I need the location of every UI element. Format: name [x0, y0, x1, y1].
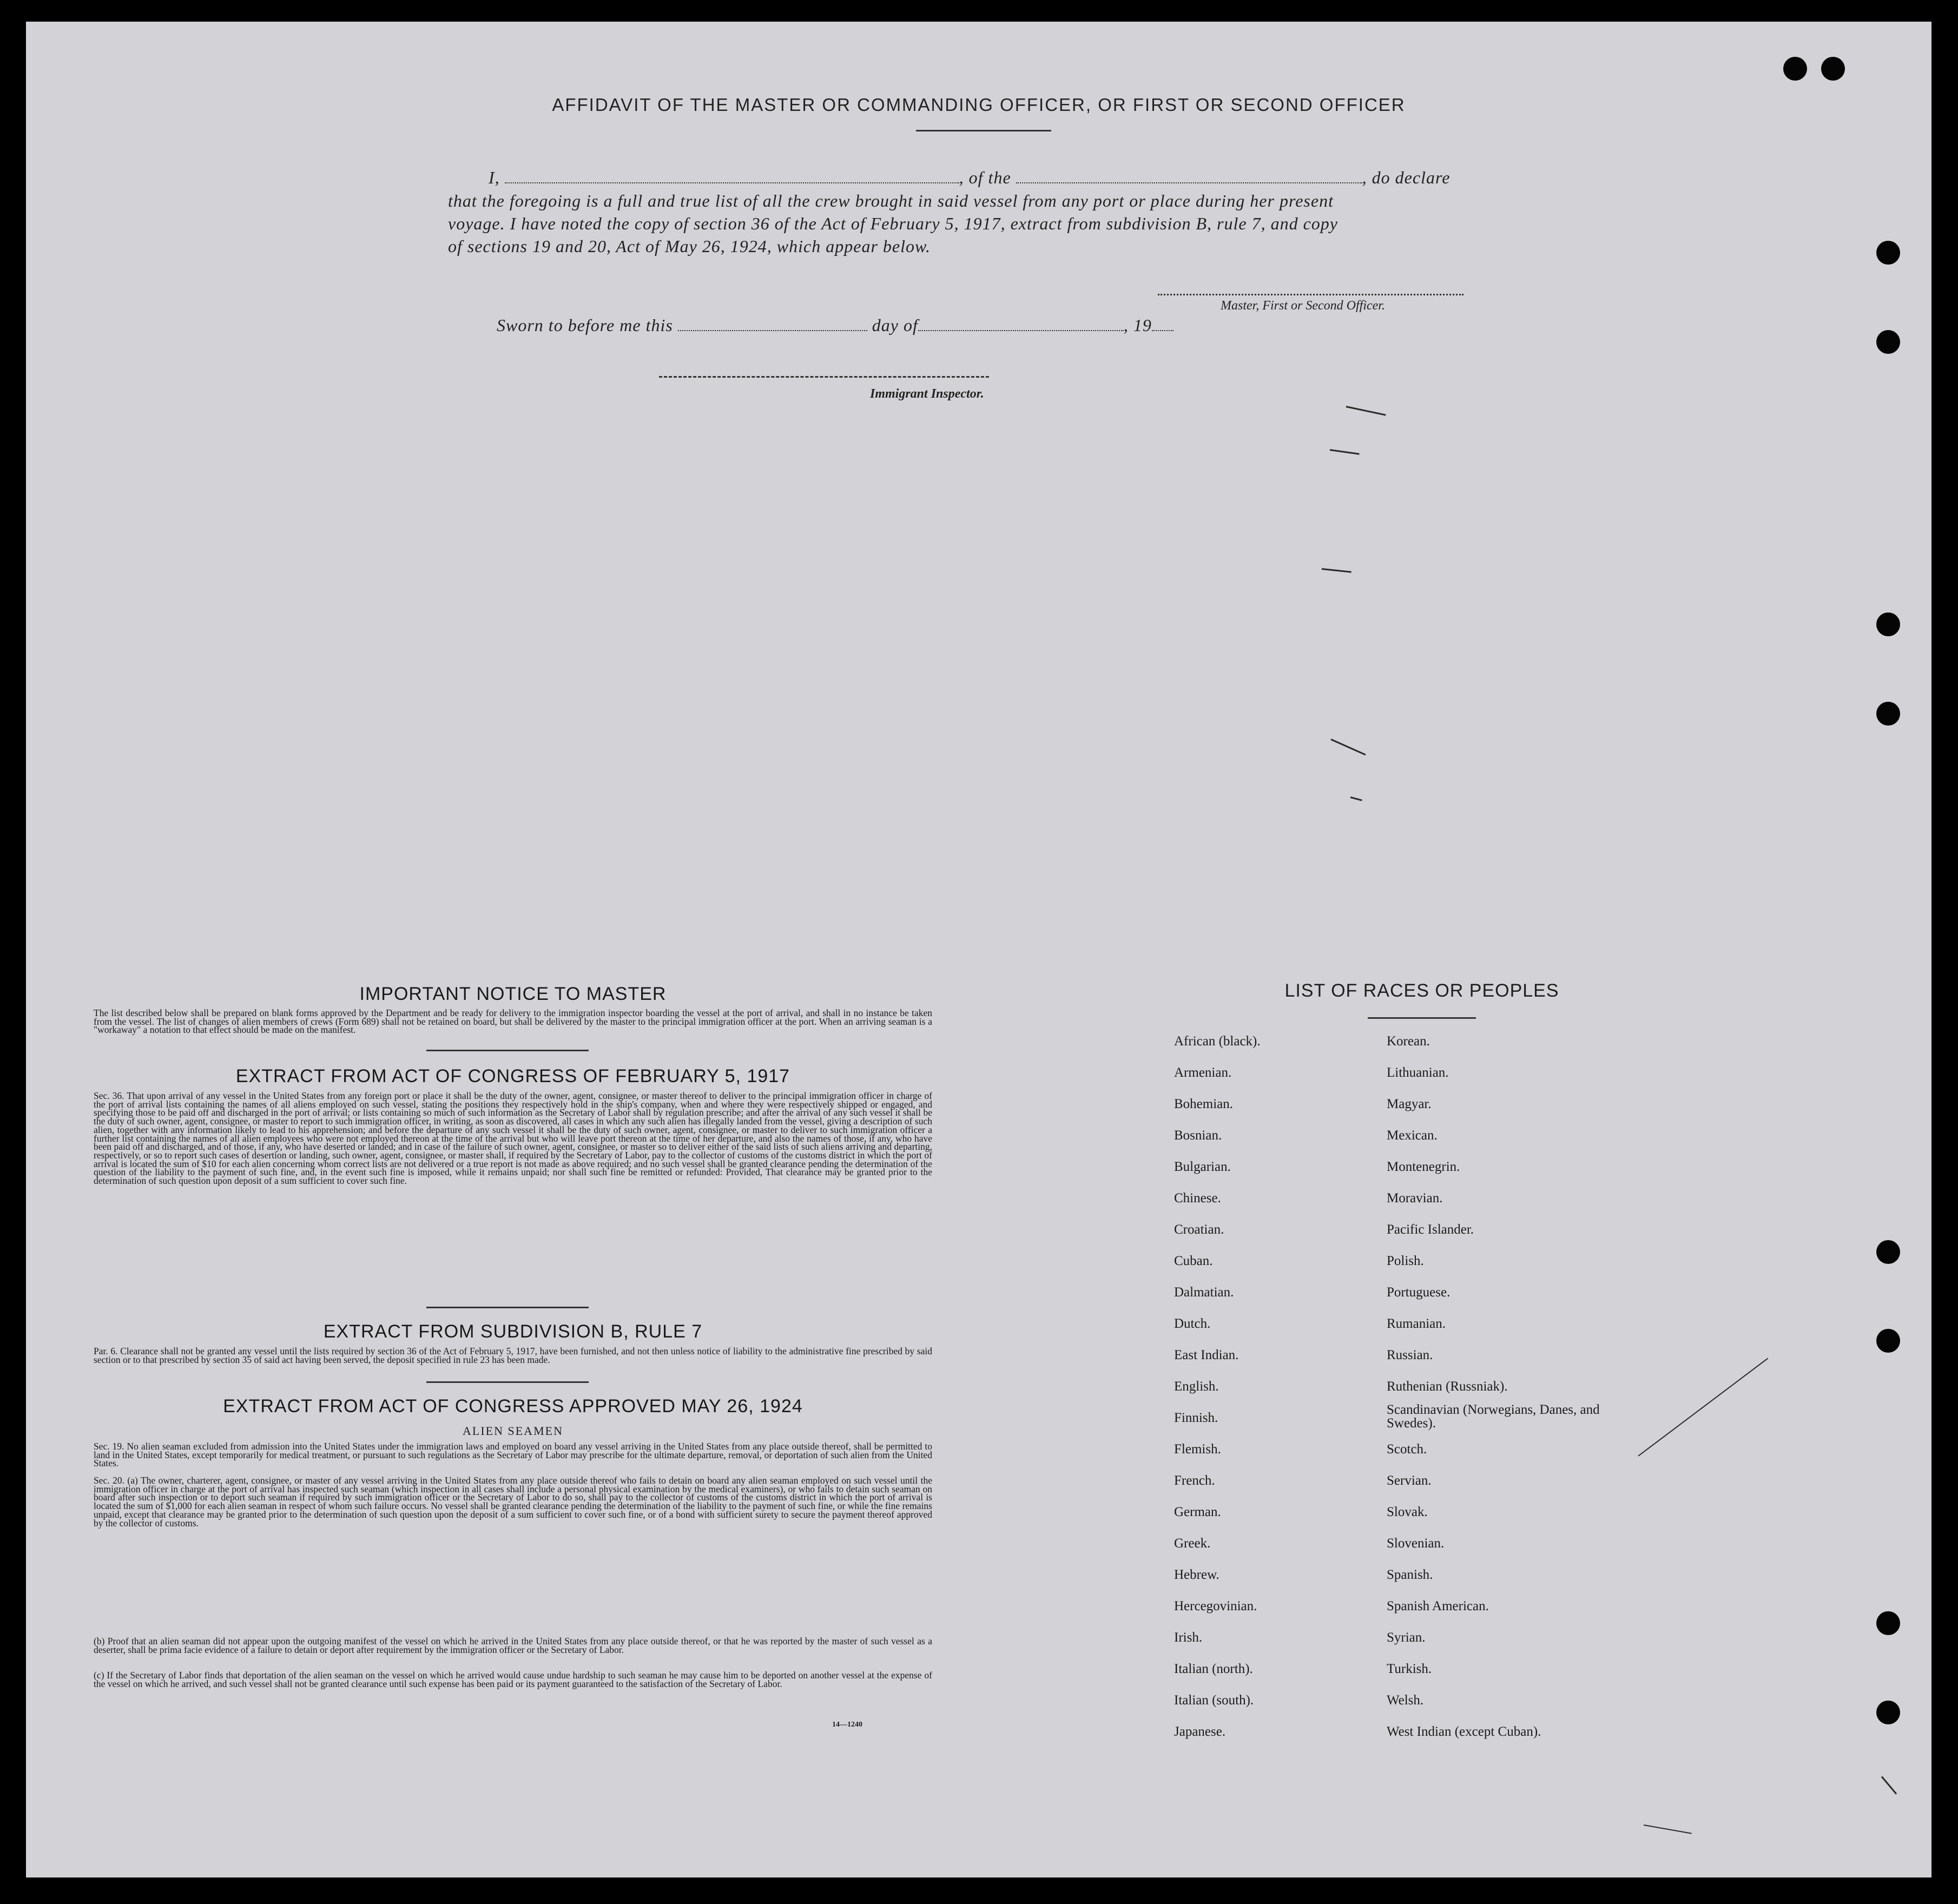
- vessel-blank[interactable]: [1016, 182, 1362, 183]
- race-item: Scotch.: [1387, 1442, 1427, 1457]
- pencil-mark: [1330, 739, 1366, 755]
- section-rule: [426, 1381, 589, 1383]
- year-text: , 19: [1123, 315, 1152, 335]
- pencil-mark: [1322, 568, 1352, 573]
- race-item: Mexican.: [1387, 1128, 1438, 1143]
- race-item: Hercegovinian.: [1174, 1599, 1257, 1613]
- master-signature-caption: Master, First or Second Officer.: [1221, 299, 1385, 313]
- sworn-month-blank[interactable]: [918, 330, 1124, 331]
- race-item: Turkish.: [1387, 1662, 1432, 1676]
- pencil-mark: [1350, 796, 1362, 801]
- form-number: 14—1240: [832, 1721, 862, 1729]
- punch-hole: [1876, 1701, 1900, 1724]
- race-item: Russian.: [1387, 1348, 1433, 1362]
- race-item: Spanish American.: [1387, 1599, 1489, 1613]
- document-page: [26, 22, 1931, 1877]
- race-item: Bulgarian.: [1174, 1159, 1231, 1174]
- race-item: Hebrew.: [1174, 1567, 1219, 1582]
- race-item: Chinese.: [1174, 1191, 1221, 1205]
- race-item: French.: [1174, 1473, 1215, 1488]
- race-item: Syrian.: [1387, 1630, 1426, 1645]
- punch-hole: [1821, 57, 1845, 81]
- pencil-mark: [1346, 406, 1386, 416]
- extract-1917-title: EXTRACT FROM ACT OF CONGRESS OF FEBRUARY 5, 1917: [235, 1066, 790, 1086]
- race-item: Greek.: [1174, 1536, 1211, 1551]
- races-rule: [1368, 1017, 1476, 1019]
- race-item: West Indian (except Cuban).: [1387, 1724, 1541, 1739]
- race-item: East Indian.: [1174, 1348, 1239, 1362]
- race-item: Croatian.: [1174, 1222, 1224, 1237]
- punch-hole: [1876, 612, 1900, 636]
- race-item: Pacific Islander.: [1387, 1222, 1474, 1237]
- punch-hole: [1783, 57, 1807, 81]
- race-item: Spanish.: [1387, 1567, 1433, 1582]
- race-item: Portuguese.: [1387, 1285, 1451, 1300]
- name-blank[interactable]: [505, 182, 959, 183]
- race-item: Polish.: [1387, 1254, 1424, 1268]
- race-item: Irish.: [1174, 1630, 1203, 1645]
- race-item: Flemish.: [1174, 1442, 1221, 1457]
- affidavit-line-4: of sections 19 and 20, Act of May 26, 1924, which appear below.: [448, 236, 931, 256]
- title-rule: [916, 130, 1051, 131]
- race-item: Welsh.: [1387, 1693, 1424, 1708]
- race-item: Dalmatian.: [1174, 1285, 1234, 1300]
- sec20c-text: (c) If the Secretary of Labor finds that deportation of the alien seaman on the vessel on which he arrived would cause undue hardship to such seaman he may cause him to be deported on another vessel at the expense of the vessel on which he arrived, and such vessel shall not be granted clearance until such expense has been paid or its payment guaranteed to the satisfaction of the Secretary of Labor.: [94, 1670, 932, 1689]
- sec19-text: Sec. 19. No alien seaman excluded from admission into the United States under the immigration laws and employed on board any vessel arriving in the United States from any place outside thereof, shall be permitted to land in the United States, except temporarily for medical treatment, or pursuant to such regulations as the Secretary of Labor may prescribe for the ultimate departure, removal, or deportation of such alien from the United States.: [94, 1441, 932, 1469]
- alien-seamen-subtitle: ALIEN SEAMEN: [463, 1424, 563, 1438]
- race-item: Scandinavian (Norwegians, Danes, and Swedes).: [1387, 1402, 1600, 1431]
- sworn-text: Sworn to before me this: [497, 315, 673, 335]
- race-item: Korean.: [1387, 1034, 1430, 1049]
- inspector-signature-line[interactable]: [659, 376, 989, 378]
- extract-1917-text: Sec. 36. That upon arrival of any vessel in the United States from any foreign port or place it shall be the duty of the owner, agent, consignee, or master thereof to deliver to the principal immigration officer in charge of the port of arrival lists containing the names of all aliens employed on such vessel, stating the positions they respectively hold in the ship's company, when and where they were respectively shipped or engaged, and specifying those to be paid off and discharged in the port of arrival; or lists containing so much of such information as the Secretary of Labor shall by regulation prescribe; and after the arrival of any such vessel it shall be the duty of such owner, agent, consignee, or master to report to such immigration officer, in writing, as soon as discovered, all cases in which any such alien has illegally landed from the vessel, giving a description of such alien, together with any information likely to lead to his apprehension; and before the departure of any such vessel it shall be the duty of such owner, agent, consignee, or master to deliver to such immigration officer a further list containing the names of all alien employees who were not employed thereon at the time of the arrival but who will leave port thereon at the time of her departure, and also the names of those, if any, who have been paid off and discharged, and of those, if any, who have deserted or landed; and in case of the failure of such owner, agent, consignee, or master so to deliver either of the said lists of such aliens arriving and departing, respectively, or so to report such cases of desertion or landing, such owner, agent, consignee, or master shall, if required by the Secretary of Labor, pay to the collector of customs of the customs district in which the port of arrival is located the sum of $10 for each alien concerning whom correct lists are not delivered or a true report is not made as above required; and no such vessel shall be granted clearance pending the determination of the question of the liability to the payment of such fine, and, in the event such fine is imposed, while it remains unpaid; nor shall such fine be remitted or refunded: Provided, That clearance may be granted prior to the determination of such question upon deposit of a sum sufficient to cover such fine.: [94, 1090, 932, 1187]
- sworn-line: [497, 315, 1308, 335]
- affidavit-title: AFFIDAVIT OF THE MASTER OR COMMANDING OFFICER, OR FIRST OR SECOND OFFICER: [552, 95, 1406, 115]
- race-item: Servian.: [1387, 1473, 1432, 1488]
- punch-hole: [1876, 702, 1900, 726]
- race-item: Bosnian.: [1174, 1128, 1222, 1143]
- punch-hole: [1876, 1329, 1900, 1353]
- race-item: English.: [1174, 1379, 1219, 1394]
- race-item: Bohemian.: [1174, 1097, 1234, 1111]
- punch-hole: [1876, 241, 1900, 265]
- affidavit-of-the: , of the: [959, 168, 1011, 187]
- affidavit-line-3: voyage. I have noted the copy of section 36 of the Act of February 5, 1917, extract from subdivision B, rule 7, and copy: [448, 214, 1338, 233]
- pencil-mark: [1644, 1824, 1692, 1834]
- day-of-text: day of: [872, 315, 918, 335]
- race-item: Armenian.: [1174, 1065, 1232, 1080]
- section-rule: [426, 1050, 589, 1051]
- affidavit-line-1: [448, 168, 1508, 188]
- pencil-mark: [1330, 449, 1360, 455]
- punch-hole: [1876, 330, 1900, 354]
- race-item: Dutch.: [1174, 1316, 1211, 1331]
- race-item: Moravian.: [1387, 1191, 1443, 1205]
- race-item: Montenegrin.: [1387, 1159, 1460, 1174]
- race-item: Lithuanian.: [1387, 1065, 1449, 1080]
- inspector-caption: Immigrant Inspector.: [870, 387, 984, 401]
- pencil-mark: [1881, 1776, 1897, 1795]
- pencil-mark: [1638, 1358, 1768, 1457]
- affidavit-i: I,: [489, 168, 500, 187]
- sworn-year-blank[interactable]: [1152, 330, 1174, 331]
- race-item: German.: [1174, 1505, 1221, 1519]
- sec20a-text: Sec. 20. (a) The owner, charterer, agent, consignee, or master of any vessel arriving in the United States from any place outside thereof who fails to detain on board any alien seaman employed on such vessel until the immigration officer in charge at the port of arrival has inspected such seaman (which inspection in all cases shall include a personal physical examination by the medical examiners), or who fails to detain such seaman on board after such inspection or to deport such seaman if required by such immigration officer or the Secretary of Labor to do so, shall pay to the collector of customs of the customs district in which the port of arrival is located the sum of $1,000 for each alien seaman in respect of whom such failure occurs. No vessel shall be granted clearance pending the determination of the liability to the payment of such fine, or while the fine remains unpaid, except that clearance may be granted prior to the determination of such question upon the deposit of a sum sufficient to cover such fine, or of a bond with sufficient surety to secure the payment thereof approved by the collector of customs.: [94, 1475, 932, 1529]
- race-item: Slovak.: [1387, 1505, 1428, 1519]
- sec20b-text: (b) Proof that an alien seaman did not appear upon the outgoing manifest of the vessel on which he arrived in the United States from any place outside thereof, or that he was reported by the master of such vessel as a deserter, shall be prima facie evidence of a failure to detain or deport after requirement by the immigration officer or the Secretary of Labor.: [94, 1636, 932, 1655]
- punch-hole: [1876, 1611, 1900, 1635]
- race-item: Magyar.: [1387, 1097, 1432, 1111]
- race-item: Italian (north).: [1174, 1662, 1253, 1676]
- race-item: Cuban.: [1174, 1254, 1213, 1268]
- race-item: African (black).: [1174, 1034, 1261, 1049]
- sworn-day-blank[interactable]: [678, 330, 867, 331]
- races-title: LIST OF RACES OR PEOPLES: [1284, 980, 1559, 1001]
- extract-rule7-text: Par. 6. Clearance shall not be granted any vessel until the lists required by section 36 of the Act of February 5, 1917, have been furnished, and not then unless notice of liability to the administrative fine prescribed by said section or to that prescribed by section 35 of said act having been served, the deposit specified in rule 23 has been made.: [94, 1346, 932, 1365]
- extract-1924-title: EXTRACT FROM ACT OF CONGRESS APPROVED MAY 26, 1924: [223, 1396, 803, 1417]
- race-item: Italian (south).: [1174, 1693, 1254, 1708]
- race-item: Japanese.: [1174, 1724, 1226, 1739]
- punch-hole: [1876, 1240, 1900, 1264]
- race-item: Slovenian.: [1387, 1536, 1445, 1551]
- master-signature-line[interactable]: [1158, 294, 1463, 295]
- affidavit-do-declare: , do declare: [1362, 168, 1451, 187]
- race-item: Ruthenian (Russniak).: [1387, 1379, 1508, 1394]
- race-item: Rumanian.: [1387, 1316, 1446, 1331]
- notice-title: IMPORTANT NOTICE TO MASTER: [359, 984, 667, 1004]
- extract-rule7-title: EXTRACT FROM SUBDIVISION B, RULE 7: [323, 1321, 703, 1342]
- section-rule: [426, 1307, 589, 1308]
- affidavit-line-2: that the foregoing is a full and true list of all the crew brought in said vessel from any port or place during her present: [448, 191, 1334, 210]
- notice-text: The list described below shall be prepared on blank forms approved by the Department and be ready for delivery to the immigration inspector boarding the vessel at the port of arrival, and shall in no instance be taken from the vessel. The list of changes of alien members of crews (Form 689) shall not be retained on board, but shall be delivered by the master to the principal immigration officer at the port. When an arriving seaman is a "workaway" a notation to that effect should be made on the manifest.: [94, 1007, 932, 1036]
- race-item: Finnish.: [1174, 1411, 1218, 1425]
